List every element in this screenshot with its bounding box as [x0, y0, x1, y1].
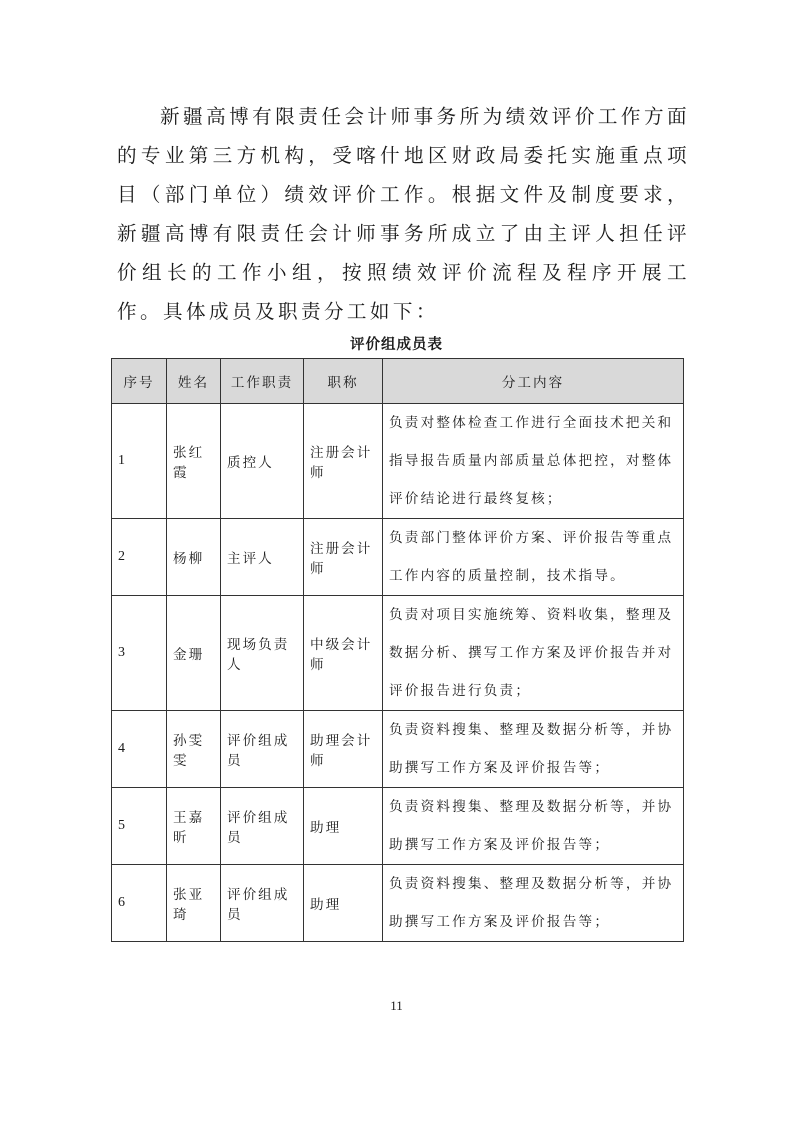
table-header-row [112, 359, 684, 404]
cell-name: 孙雯雯 [167, 711, 221, 788]
cell-duties: 负责对项目实施统筹、资料收集，整理及数据分析、撰写工作方案及评价报告并对评价报告进行负责； [383, 596, 684, 711]
cell-duties: 负责对整体检查工作进行全面技术把关和指导报告质量内部质量总体把控，对整体评价结论进行最终复核； [383, 404, 684, 519]
evaluation-team-table [111, 358, 684, 942]
cell-duties: 负责资料搜集、整理及数据分析等，并协助撰写工作方案及评价报告等； [383, 711, 684, 788]
intro-paragraph: 新疆高博有限责任会计师事务所为绩效评价工作方面的专业第三方机构，受喀什地区财政局委托实施重点项目（部门单位）绩效评价工作。根据文件及制度要求，新疆高博有限责任会计师事务所成立了由主评人担任评价组长的工作小组，按照绩效评价流程及程序开展工作。具体成员及职责分工如下： [117, 105, 690, 323]
cell-role: 质控人 [221, 404, 304, 519]
cell-role: 现场负责人 [221, 596, 304, 711]
table-row [112, 711, 684, 788]
cell-name: 王嘉昕 [167, 788, 221, 865]
cell-role: 评价组成员 [221, 788, 304, 865]
cell-duties: 负责资料搜集、整理及数据分析等，并协助撰写工作方案及评价报告等； [383, 788, 684, 865]
page-number: 11 [390, 998, 403, 1013]
header-title: 职称 [304, 359, 383, 404]
table-caption: 评价组成员表 [350, 337, 443, 353]
cell-title: 助理 [304, 788, 383, 865]
cell-title: 注册会计师 [304, 519, 383, 596]
cell-seq: 4 [112, 711, 167, 788]
cell-title: 助理 [304, 865, 383, 942]
header-duties: 分工内容 [383, 359, 684, 404]
cell-duties: 负责部门整体评价方案、评价报告等重点工作内容的质量控制，技术指导。 [383, 519, 684, 596]
cell-name: 张红霞 [167, 404, 221, 519]
cell-name: 金珊 [167, 596, 221, 711]
cell-role: 评价组成员 [221, 711, 304, 788]
table-row [112, 865, 684, 942]
header-role: 工作职责 [221, 359, 304, 404]
cell-name: 杨柳 [167, 519, 221, 596]
cell-title: 助理会计师 [304, 711, 383, 788]
cell-duties: 负责资料搜集、整理及数据分析等，并协助撰写工作方案及评价报告等； [383, 865, 684, 942]
cell-seq: 3 [112, 596, 167, 711]
cell-role: 评价组成员 [221, 865, 304, 942]
cell-seq: 2 [112, 519, 167, 596]
cell-seq: 1 [112, 404, 167, 519]
cell-name: 张亚琦 [167, 865, 221, 942]
cell-title: 注册会计师 [304, 404, 383, 519]
cell-seq: 6 [112, 865, 167, 942]
table-row [112, 788, 684, 865]
cell-title: 中级会计师 [304, 596, 383, 711]
header-name: 姓名 [167, 359, 221, 404]
table-row [112, 519, 684, 596]
table-row [112, 404, 684, 519]
cell-seq: 5 [112, 788, 167, 865]
header-seq: 序号 [112, 359, 167, 404]
table-row [112, 596, 684, 711]
cell-role: 主评人 [221, 519, 304, 596]
